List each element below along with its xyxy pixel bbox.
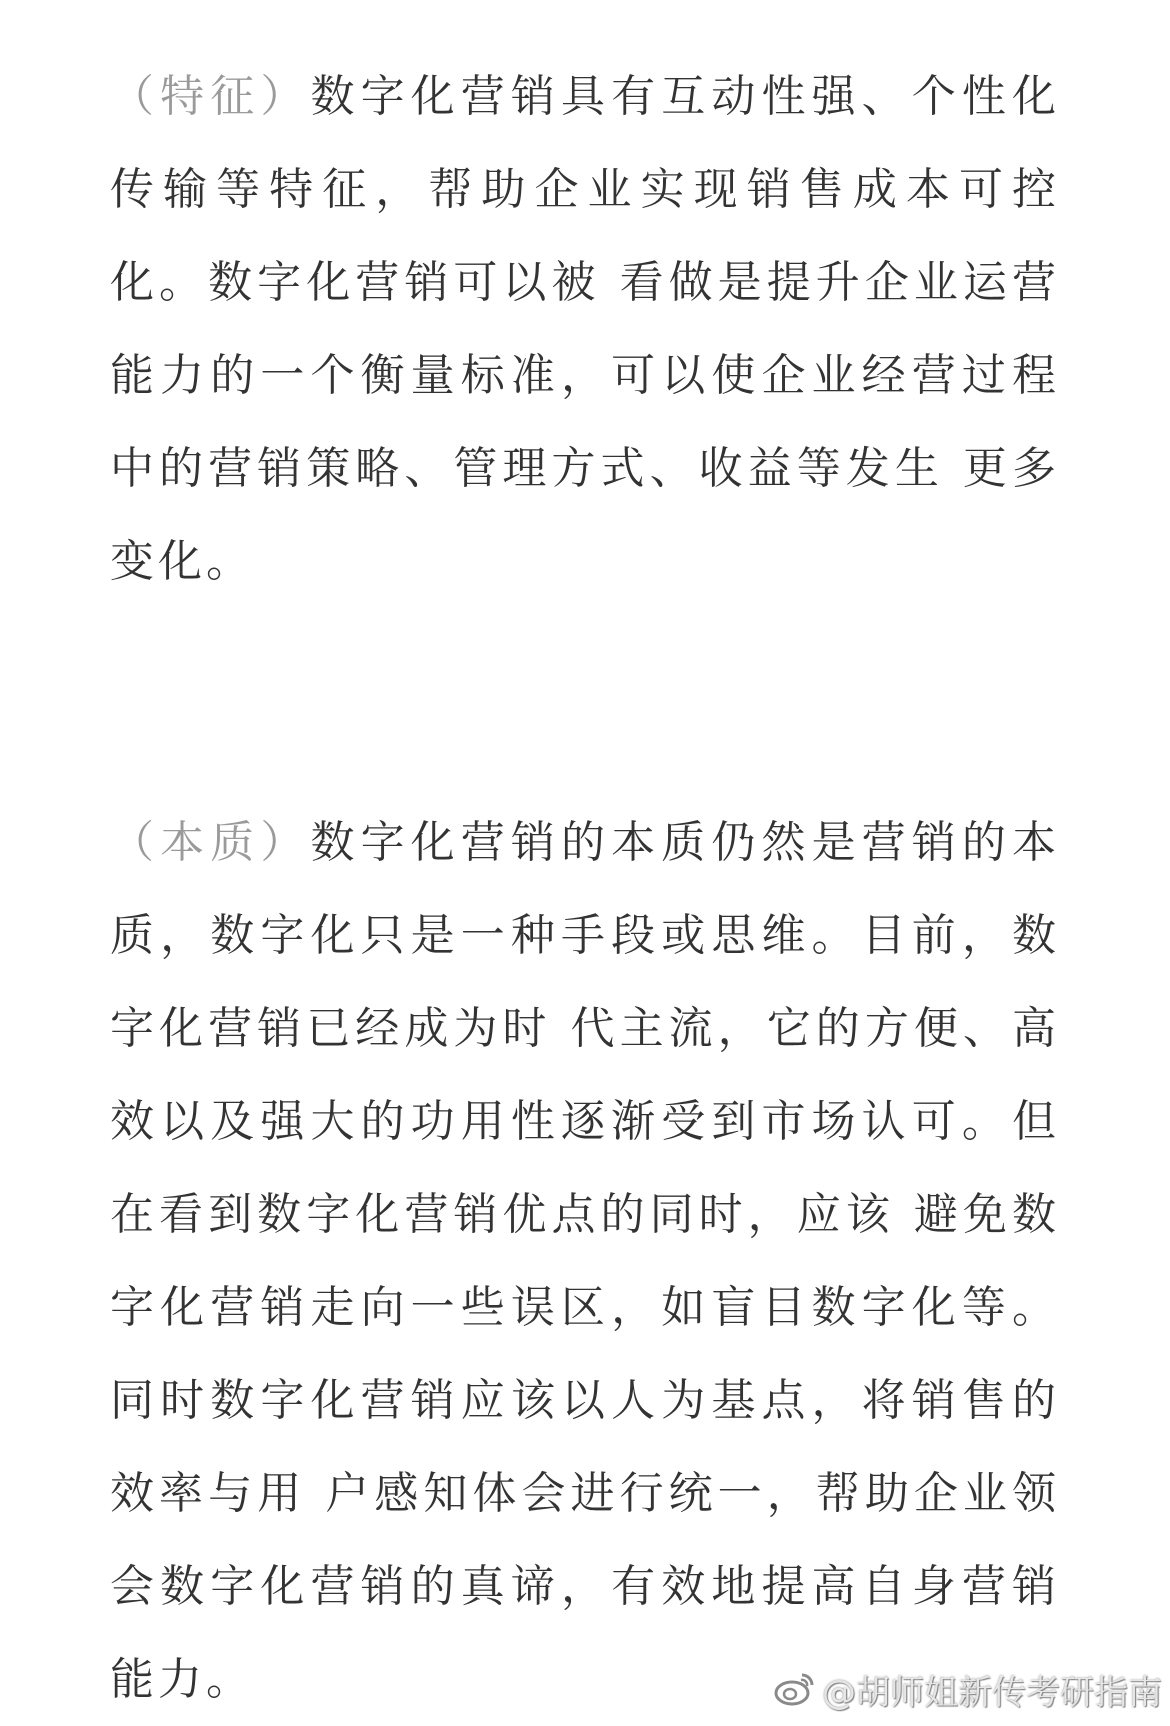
watermark-text: @胡师姐新传考研指南: [822, 1672, 1162, 1713]
paragraph-line: 同时数字化营销应该以人为基点，将销售的: [110, 1375, 1060, 1426]
paragraph-line: 效率与用 户感知体会进行统一，帮助企业领: [110, 1468, 1060, 1519]
weibo-icon: [772, 1669, 816, 1709]
paragraph-label: （特征）: [110, 71, 311, 122]
paragraph-line: 变化。: [110, 536, 254, 587]
paragraph-line: 质，数字化只是一种手段或思维。目前，数: [110, 910, 1060, 961]
paragraph-essence: [110, 796, 1060, 1726]
paragraph-line: 效以及强大的功用性逐渐受到市场认可。但: [110, 1096, 1060, 1147]
paragraph-label: （本质）: [110, 817, 311, 868]
paragraph-line: 在看到数字化营销优点的同时，应该 避免数: [110, 1189, 1060, 1240]
paragraph-line: 能力的一个衡量标准，可以使企业经营过程: [110, 350, 1060, 401]
paragraph-line: 化。数字化营销可以被 看做是提升企业运营: [110, 257, 1060, 308]
watermark: [772, 1667, 1162, 1711]
paragraph-line: 中的营销策略、管理方式、收益等发生 更多: [110, 443, 1060, 494]
paragraph-features: [110, 50, 1060, 608]
paragraph-line: 传输等特征，帮助企业实现销售成本可控: [110, 164, 1060, 215]
paragraph-line: （本质）数字化营销的本质仍然是营销的本: [110, 817, 1061, 868]
paragraph-line: 会数字化营销的真谛，有效地提高自身营销: [110, 1561, 1060, 1612]
paragraph-line: 字化营销已经成为时 代主流，它的方便、高: [110, 1003, 1060, 1054]
paragraph-line: 能力。: [110, 1654, 254, 1705]
paragraph-line: 字化营销走向一些误区，如盲目数字化等。: [110, 1282, 1060, 1333]
paragraph-line: （特征）数字化营销具有互动性强、个性化: [110, 71, 1061, 122]
